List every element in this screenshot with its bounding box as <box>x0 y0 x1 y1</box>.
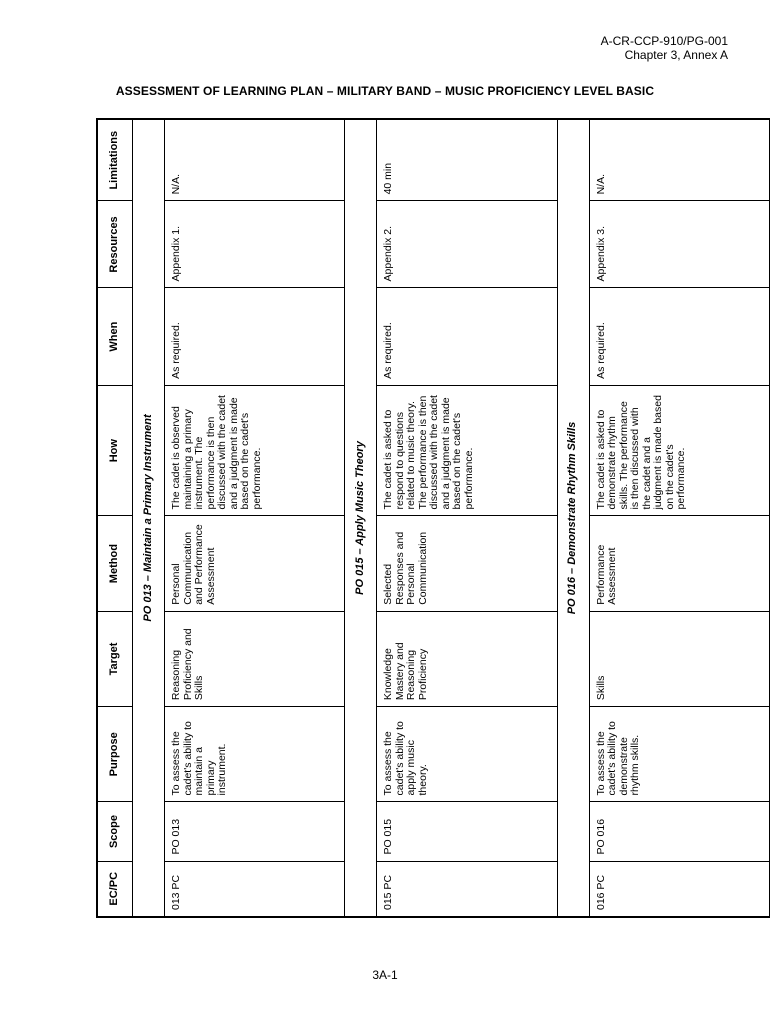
document-header <box>601 34 728 62</box>
assessment-table <box>96 118 770 918</box>
cell-ecpc: 015 PC <box>377 861 557 917</box>
doc-id: A-CR-CCP-910/PG-001 <box>600 34 728 48</box>
cell-limitations: N/A. <box>165 119 345 201</box>
section-heading: PO 013 – Maintain a Primary Instrument <box>133 119 165 917</box>
cell-when: As required. <box>589 288 770 385</box>
cell-purpose: To assess the cadet's ability to maintain a primary instrument. <box>165 707 345 802</box>
section-heading: PO 016 – Demonstrate Rhythm Skills <box>557 119 589 917</box>
col-header-method: Method <box>97 516 133 611</box>
col-header-purpose: Purpose <box>97 707 133 802</box>
page-number: 3A-1 <box>372 968 398 982</box>
cell-resources: Appendix 3. <box>589 201 770 288</box>
col-header-limitations: Limitations <box>97 119 133 201</box>
cell-resources: Appendix 1. <box>165 201 345 288</box>
section-heading-row <box>557 119 589 917</box>
table-header-row <box>97 119 133 917</box>
cell-how: The cadet is asked to respond to questions related to music theory. The performance is then discussed with the cadet and a judgment is made based on the cadet's performance. <box>377 385 557 516</box>
section-heading-row <box>133 119 165 917</box>
cell-scope: PO 013 <box>165 802 345 861</box>
assessment-table-container <box>96 118 770 918</box>
table-row <box>589 119 770 917</box>
cell-limitations: N/A. <box>589 119 770 201</box>
chapter-ref: Chapter 3, Annex A <box>624 48 728 62</box>
cell-when: As required. <box>165 288 345 385</box>
cell-limitations: 40 min <box>377 119 557 201</box>
page-title: ASSESSMENT OF LEARNING PLAN – MILITARY BAND – MUSIC PROFICIENCY LEVEL BASIC <box>115 84 655 98</box>
table-row <box>377 119 557 917</box>
col-header-resources: Resources <box>97 201 133 288</box>
col-header-ecpc: EC/PC <box>97 861 133 917</box>
cell-ecpc: 016 PC <box>589 861 770 917</box>
cell-method: Performance Assessment <box>589 516 770 611</box>
cell-target: Knowledge Mastery and Reasoning Proficiency <box>377 611 557 706</box>
col-header-target: Target <box>97 611 133 706</box>
col-header-scope: Scope <box>97 802 133 861</box>
cell-purpose: To assess the cadet's ability to demonstrate rhythm skills. <box>589 707 770 802</box>
cell-target: Reasoning Proficiency and Skills <box>165 611 345 706</box>
table-row <box>165 119 345 917</box>
cell-when: As required. <box>377 288 557 385</box>
cell-method: Personal Communication and Performance Assessment <box>165 516 345 611</box>
cell-how: The cadet is observed maintaining a primary instrument. The performance is then discussed with the cadet and a judgment is made based on the cadet's performance. <box>165 385 345 516</box>
cell-method: Selected Responses and Personal Communication <box>377 516 557 611</box>
cell-ecpc: 013 PC <box>165 861 345 917</box>
cell-purpose: To assess the cadet's ability to apply music theory. <box>377 707 557 802</box>
col-header-when: When <box>97 288 133 385</box>
cell-scope: PO 015 <box>377 802 557 861</box>
cell-resources: Appendix 2. <box>377 201 557 288</box>
col-header-how: How <box>97 385 133 516</box>
cell-scope: PO 016 <box>589 802 770 861</box>
section-heading-row <box>345 119 377 917</box>
cell-how: The cadet is asked to demonstrate rhythm skills. The performance is then discussed with the cadet and a judgment is made based on the cadet's performance. <box>589 385 770 516</box>
section-heading: PO 015 – Apply Music Theory <box>345 119 377 917</box>
cell-target: Skills <box>589 611 770 706</box>
